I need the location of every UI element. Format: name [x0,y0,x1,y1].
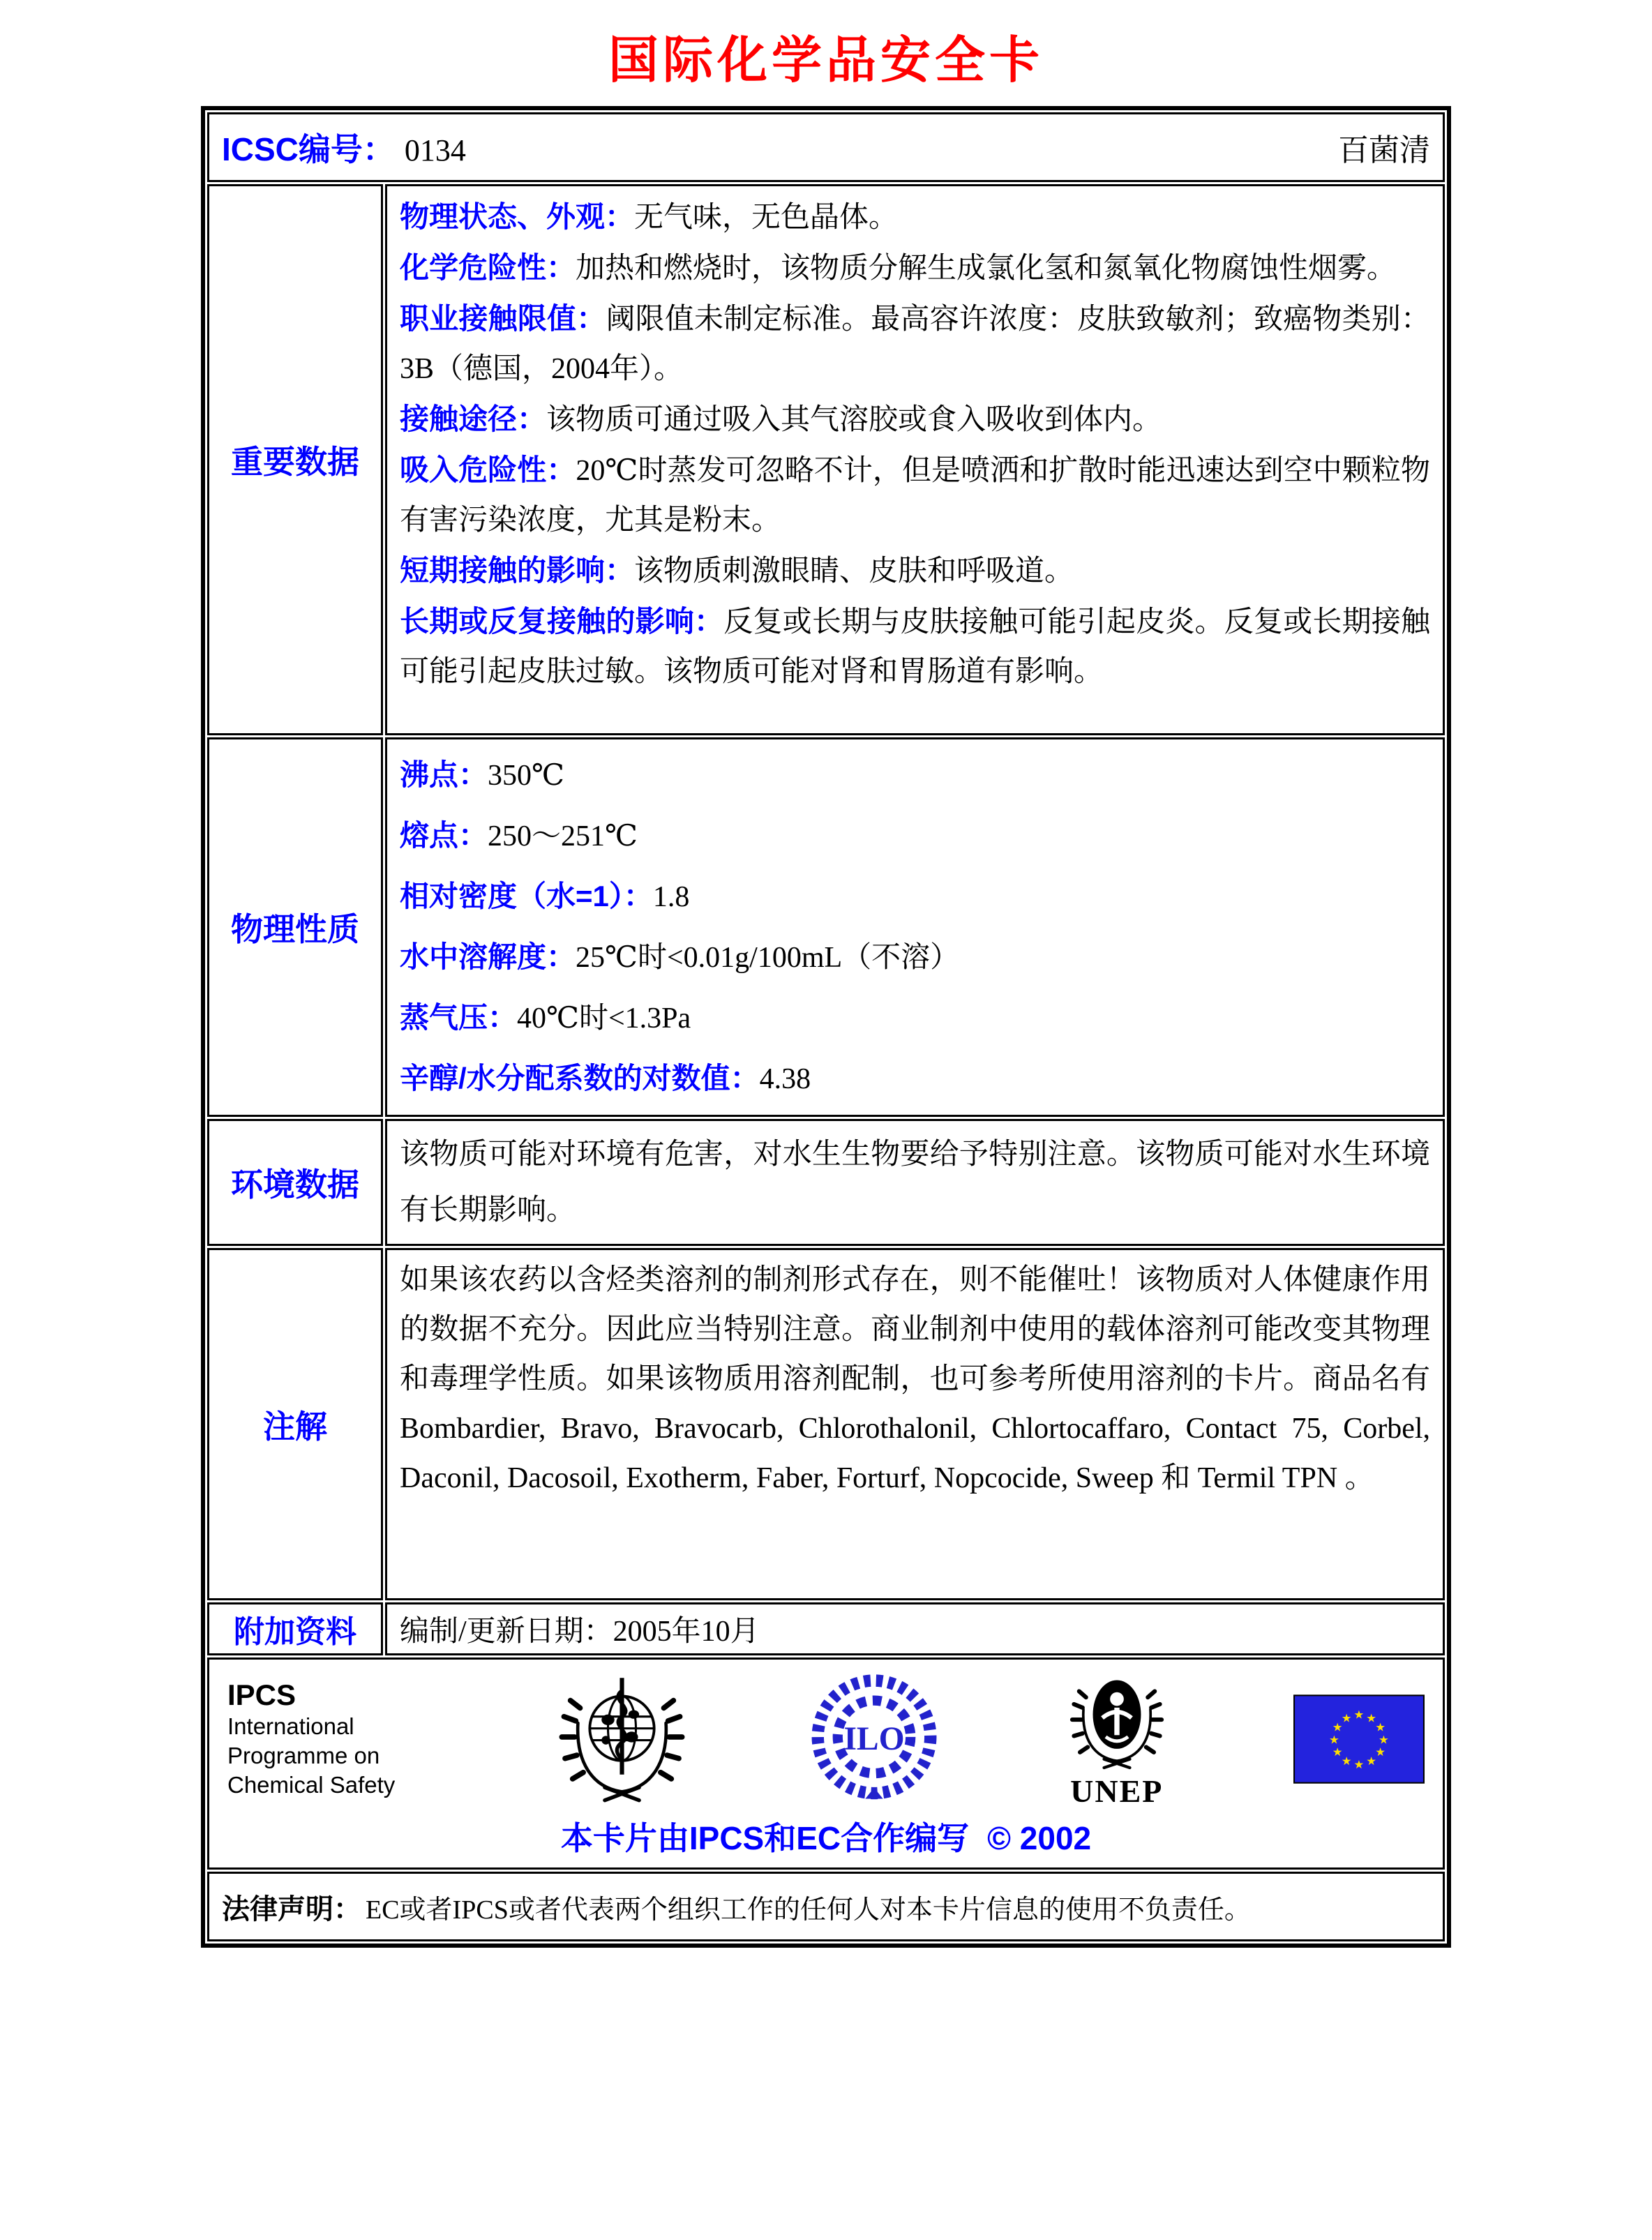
important-data-content [385,184,1445,735]
legal-notice-label: 法律声明： [222,1893,361,1925]
ipcs-text-block [227,1678,437,1800]
svg-text:★: ★ [1353,1708,1365,1722]
update-date-value: 2005年10月 [613,1616,760,1648]
page-title: 国际化学品安全卡 [608,33,1044,89]
physical-item [400,745,1430,806]
svg-text:★: ★ [1328,1733,1339,1747]
svg-text:★: ★ [1353,1757,1365,1771]
important-item-label: 物理状态、外观： [400,200,635,233]
credits-caption [227,1809,1425,1862]
svg-text:★: ★ [1332,1745,1343,1759]
physical-item-text: 250～251℃ [488,820,638,852]
icsc-number-value: 0134 [404,133,466,167]
physical-item [400,806,1430,866]
copyright-text: © 2002 [987,1820,1092,1856]
important-item-label: 长期或反复接触的影响： [400,605,724,638]
legal-notice-cell [207,1872,1445,1941]
physical-item-label: 蒸气压： [400,1001,518,1034]
important-item-text: 该物质可通过吸入其气溶胶或食入吸收到体内。 [546,404,1162,436]
physical-item-label: 水中溶解度： [400,940,576,973]
unep-logo-text: UNEP [1070,1773,1164,1809]
physical-item-text: 1.8 [652,881,690,913]
important-data-row [207,184,1445,735]
physical-properties-section-label: 物理性质 [207,737,383,1117]
physical-item [400,927,1430,988]
icsc-card-page [0,20,1652,2240]
environmental-data-section-label: 环境数据 [207,1119,383,1246]
chemical-name: 百菌清 [1338,133,1430,167]
legal-notice-text: EC或者IPCS或者代表两个组织工作的任何人对本卡片信息的使用不负责任。 [366,1895,1251,1925]
icsc-number-group [222,124,466,170]
important-item-text: 该物质刺激眼睛、皮肤和呼吸道。 [634,555,1074,587]
svg-text:★: ★ [1341,1711,1352,1725]
ipcs-line2: Programme on [227,1743,380,1768]
physical-item [400,988,1430,1048]
ilo-logo-text: ILO [843,1721,905,1757]
eu-flag-icon [1293,1694,1425,1784]
icsc-header-cell [207,112,1445,182]
important-item-text: 反复或长期与皮肤接触可能引起皮炎。反复或长期接触可能引起皮肤过敏。该物质可能对肾和胃肠道有影响。 [400,606,1430,688]
physical-item-text: 350℃ [488,760,564,792]
physical-properties-content [385,737,1445,1117]
important-item-label: 化学危险性： [400,251,576,284]
additional-info-row [207,1602,1445,1655]
important-item-label: 职业接触限值： [400,302,606,335]
important-item-text: 阈限值未制定标准。最高容许浓度：皮肤致敏剂；致癌物类别：3B（德国，2004年）。 [400,303,1430,385]
environmental-data-row [207,1119,1445,1246]
svg-text:★: ★ [1332,1720,1343,1734]
physical-item-text: 25℃时<0.01g/100mL（不溶） [576,942,960,974]
important-item-text: 加热和燃烧时，该物质分解生成氯化氢和氮氧化物腐蚀性烟雾。 [576,253,1397,285]
notes-row [207,1248,1445,1600]
svg-text:★: ★ [1375,1745,1386,1759]
physical-item [400,1048,1430,1109]
physical-properties-row [207,737,1445,1117]
important-item [400,596,1430,697]
svg-text:★: ★ [1366,1754,1377,1768]
physical-item-label: 沸点： [400,758,488,791]
notes-section-label: 注解 [207,1248,383,1600]
important-item-text: 无气味，无色晶体。 [634,202,899,234]
important-item [400,192,1430,243]
notes-text: 如果该农药以含烃类溶剂的制剂形式存在，则不能催吐！该物质对人体健康作用的数据不充分。因此应当特别注意。商业制剂中使用的载体溶剂可能改变其物理和毒理学性质。如果该物质用溶剂配制，也可参考所使用溶剂的卡片。商品名有Bombardier, Bravo, Bravocarb, Chlorothalonil, Chlortocaffaro, Contact 75, Corbel, Daconil, Dacosoil, Exotherm, Faber, Forturf, Nopcocide, Sweep 和 Termil TPN 。 [400,1264,1430,1494]
legal-notice-row [207,1872,1445,1941]
ipcs-line1: International [227,1713,354,1739]
icsc-number-label: ICSC编号： [222,131,395,167]
credits-caption-text: 本卡片由IPCS和EC合作编写 [560,1820,970,1856]
physical-item-label: 辛醇/水分配系数的对数值： [400,1062,760,1095]
ilo-logo-icon [808,1673,940,1805]
important-item-text: 20℃时蒸发可忽略不计，但是喷洒和扩散时能迅速达到空中颗粒物有害污染浓度，尤其是粉末。 [400,455,1430,536]
important-item [400,394,1430,445]
icsc-header-row [207,112,1445,182]
ipcs-acronym: IPCS [227,1678,296,1711]
svg-text:★: ★ [1366,1711,1377,1725]
physical-item-label: 相对密度（水=1）： [400,880,653,912]
unep-logo-icon [1061,1671,1173,1807]
who-logo-icon [557,1669,686,1809]
physical-item [400,866,1430,927]
safety-card-table [201,106,1451,1948]
important-item [400,445,1430,546]
additional-info-content [385,1602,1445,1655]
logos-cell [207,1658,1445,1870]
important-item-label: 接触途径： [400,403,547,435]
important-item [400,243,1430,294]
notes-content [385,1248,1445,1600]
important-item-label: 吸入危险性： [400,453,576,486]
important-data-section-label: 重要数据 [207,184,383,735]
environmental-data-text: 该物质可能对环境有危害，对水生生物要给予特别注意。该物质可能对水生环境有长期影响。 [400,1138,1430,1226]
ipcs-line3: Chemical Safety [227,1772,396,1798]
environmental-data-content [385,1119,1445,1246]
svg-text:★: ★ [1341,1754,1352,1768]
physical-item-label: 熔点： [400,819,488,852]
svg-text:★: ★ [1379,1733,1390,1747]
svg-text:★: ★ [1375,1720,1386,1734]
legal-notice-group [222,1887,1251,1927]
important-item-label: 短期接触的影响： [400,554,635,587]
additional-info-section-label: 附加资料 [207,1602,383,1655]
important-item [400,294,1430,394]
important-item [400,546,1430,596]
logos-row [207,1658,1445,1870]
logos-line [227,1669,1425,1809]
physical-item-text: 40℃时<1.3Pa [517,1002,691,1035]
physical-item-text: 4.38 [759,1063,811,1095]
update-date-label: 编制/更新日期： [400,1616,613,1648]
